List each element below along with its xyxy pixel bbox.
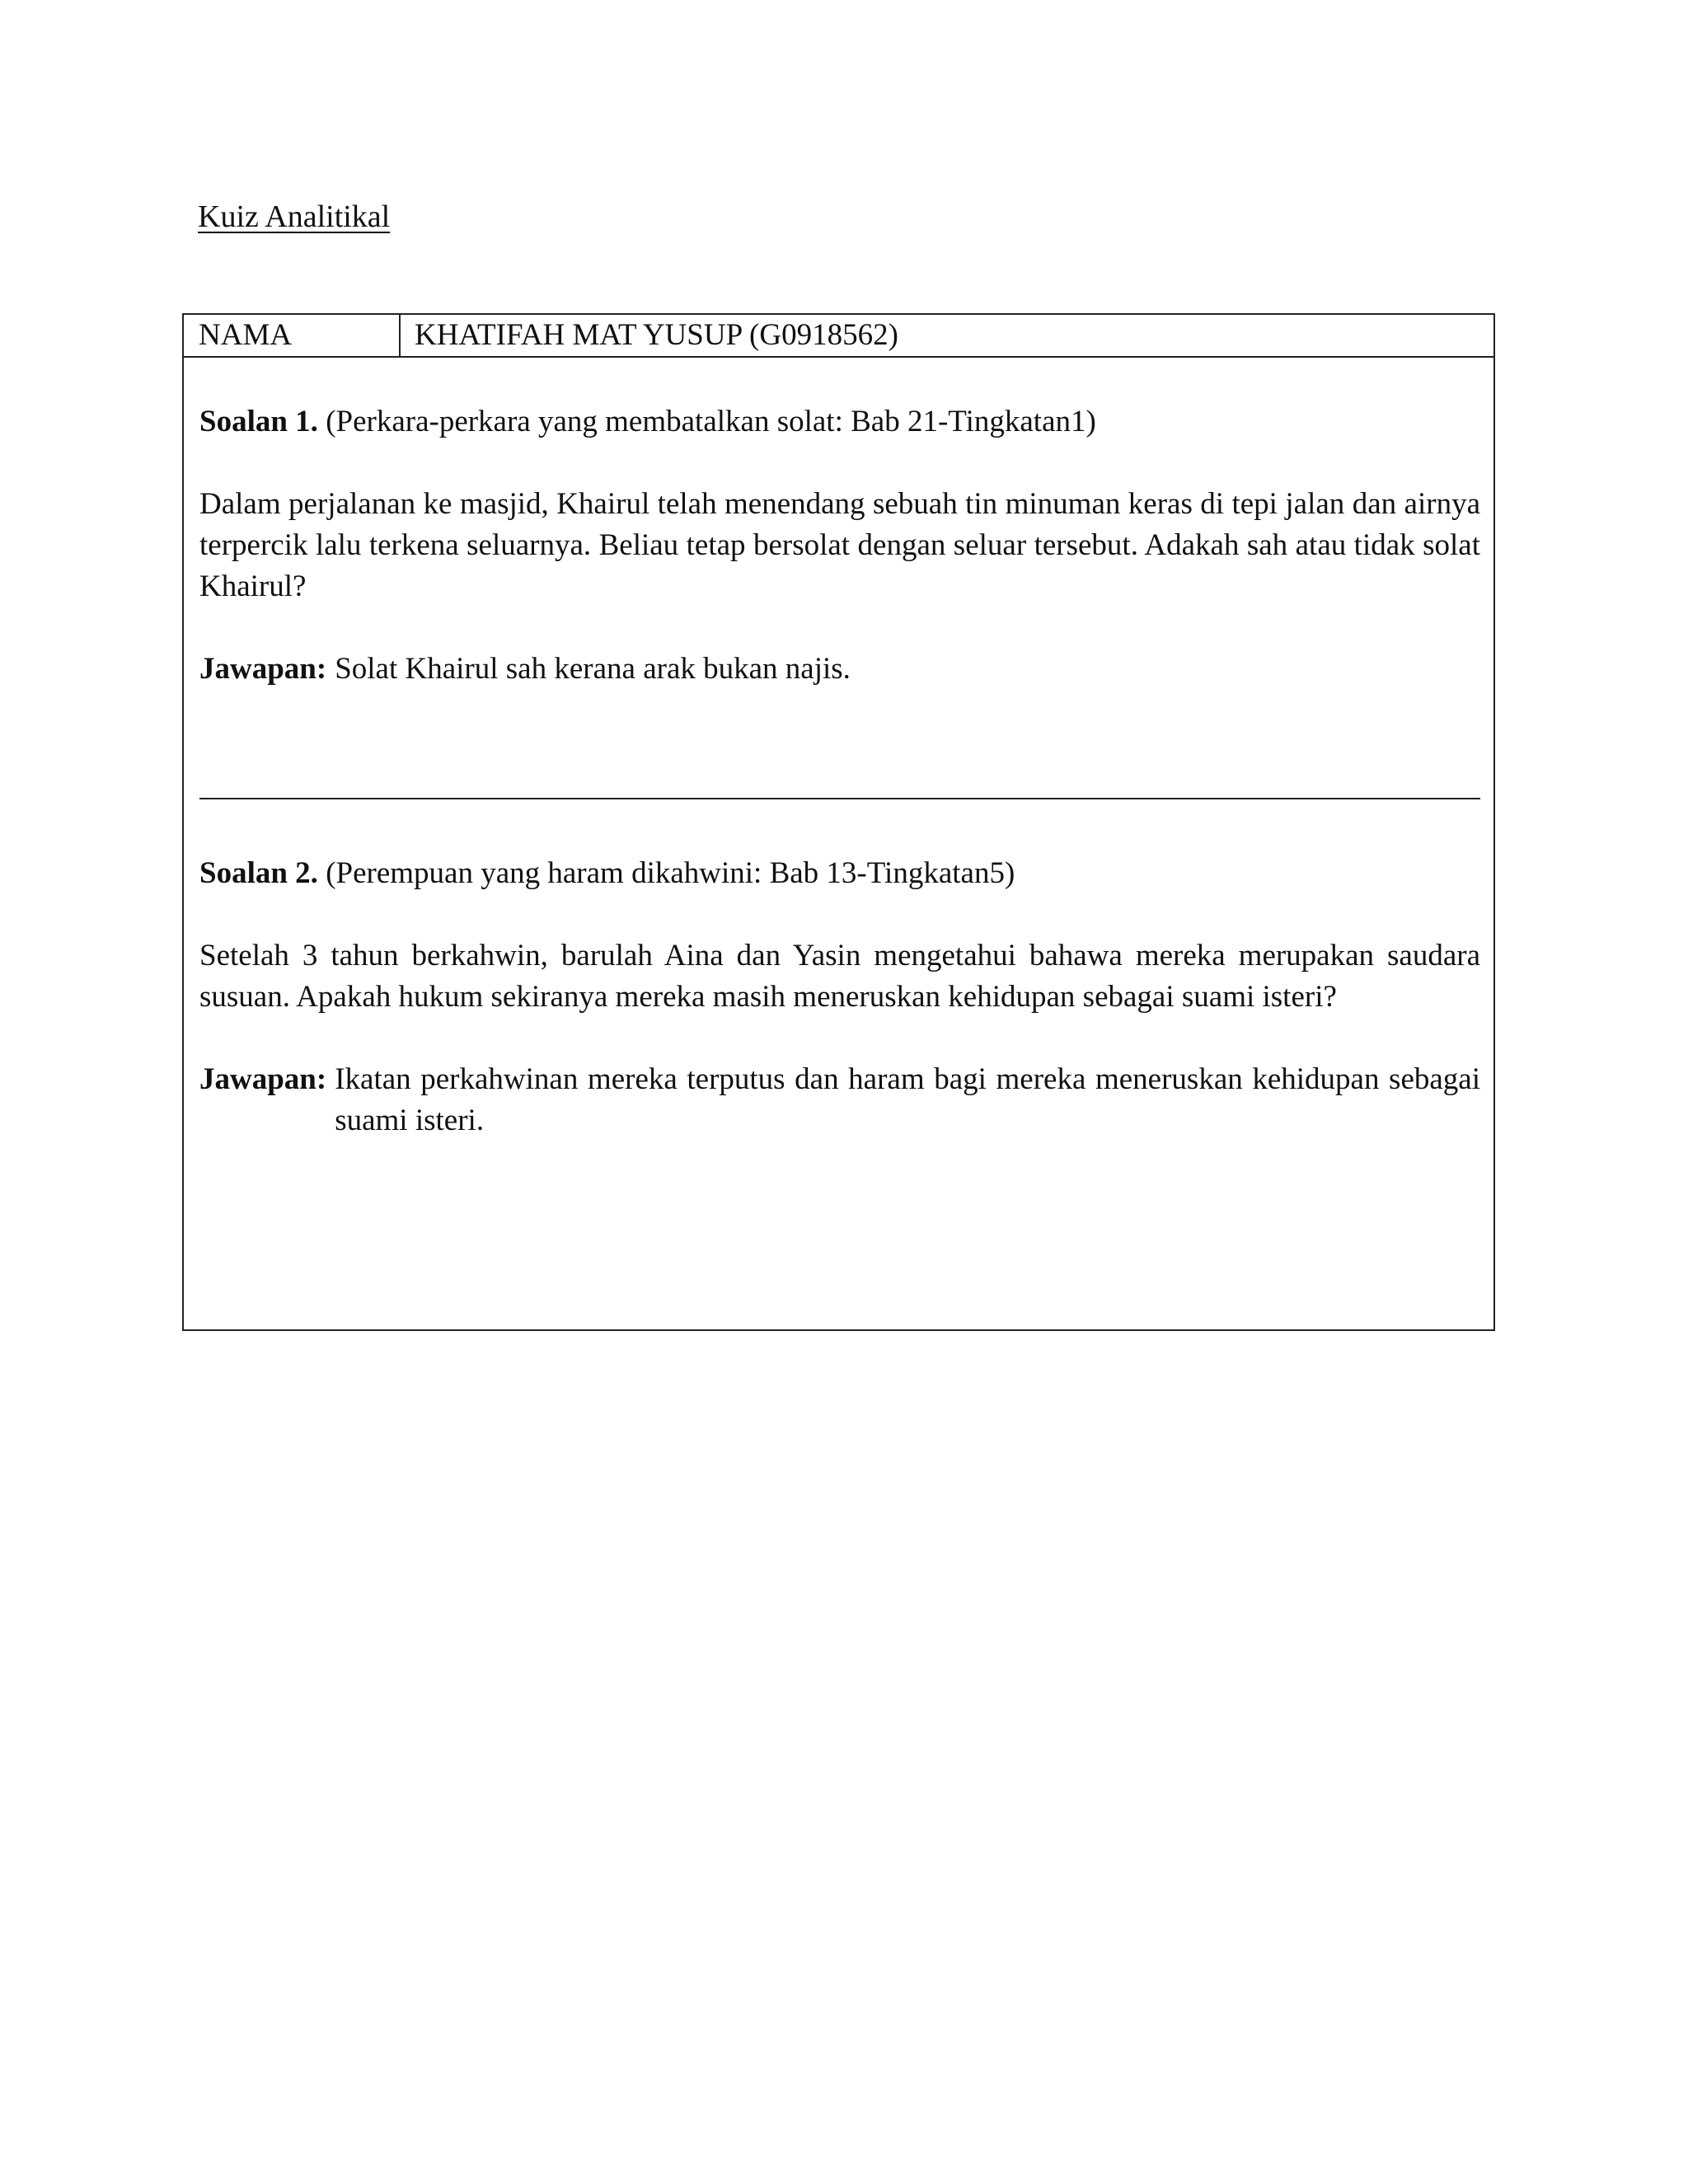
question-1-heading xyxy=(199,401,1480,443)
question-2-text: Setelah 3 tahun berkahwin, barulah Aina dan Yasin mengetahui bahawa mereka merupakan saudara susuan. Apakah hukum sekiranya mereka masih meneruskan kehidupan sebagai suami isteri? xyxy=(199,939,1480,1014)
question-2 xyxy=(199,853,1480,1141)
question-2-answer-text: Ikatan perkahwinan mereka terputus dan haram bagi mereka meneruskan kehidupan sebagai suami isteri. xyxy=(335,1062,1480,1137)
quiz-table xyxy=(182,313,1495,1331)
question-1 xyxy=(199,401,1480,690)
question-2-heading xyxy=(199,853,1480,894)
question-1-text: Dalam perjalanan ke masjid, Khairul telah menendang sebuah tin minuman keras di tepi jalan dan airnya terpercik lalu terkena seluarnya. Beliau tetap bersolat dengan seluar tersebut. Adakah sah atau tidak solat Khairul? xyxy=(199,487,1480,603)
question-1-topic: (Perkara-perkara yang membatalkan solat: Bab 21-Tingkatan1) xyxy=(326,405,1096,438)
page-title: Kuiz Analitikal xyxy=(198,199,391,234)
question-2-topic: (Perempuan yang haram dikahwini: Bab 13-Tingkatan5) xyxy=(326,856,1015,890)
question-1-answer xyxy=(199,649,1480,690)
question-1-answer-text: Solat Khairul sah kerana arak bukan najis. xyxy=(335,652,851,686)
question-2-answer-label: Jawapan: xyxy=(199,1062,327,1096)
question-2-number: Soalan 2. xyxy=(199,856,318,890)
question-1-number: Soalan 1. xyxy=(199,405,318,438)
question-2-answer xyxy=(199,1059,1480,1141)
name-row xyxy=(184,315,1493,358)
question-1-answer-label: Jawapan: xyxy=(199,652,327,686)
student-name: KHATIFAH MAT YUSUP (G0918562) xyxy=(415,318,898,352)
section-divider xyxy=(199,798,1480,799)
name-label: NAMA xyxy=(184,315,401,356)
